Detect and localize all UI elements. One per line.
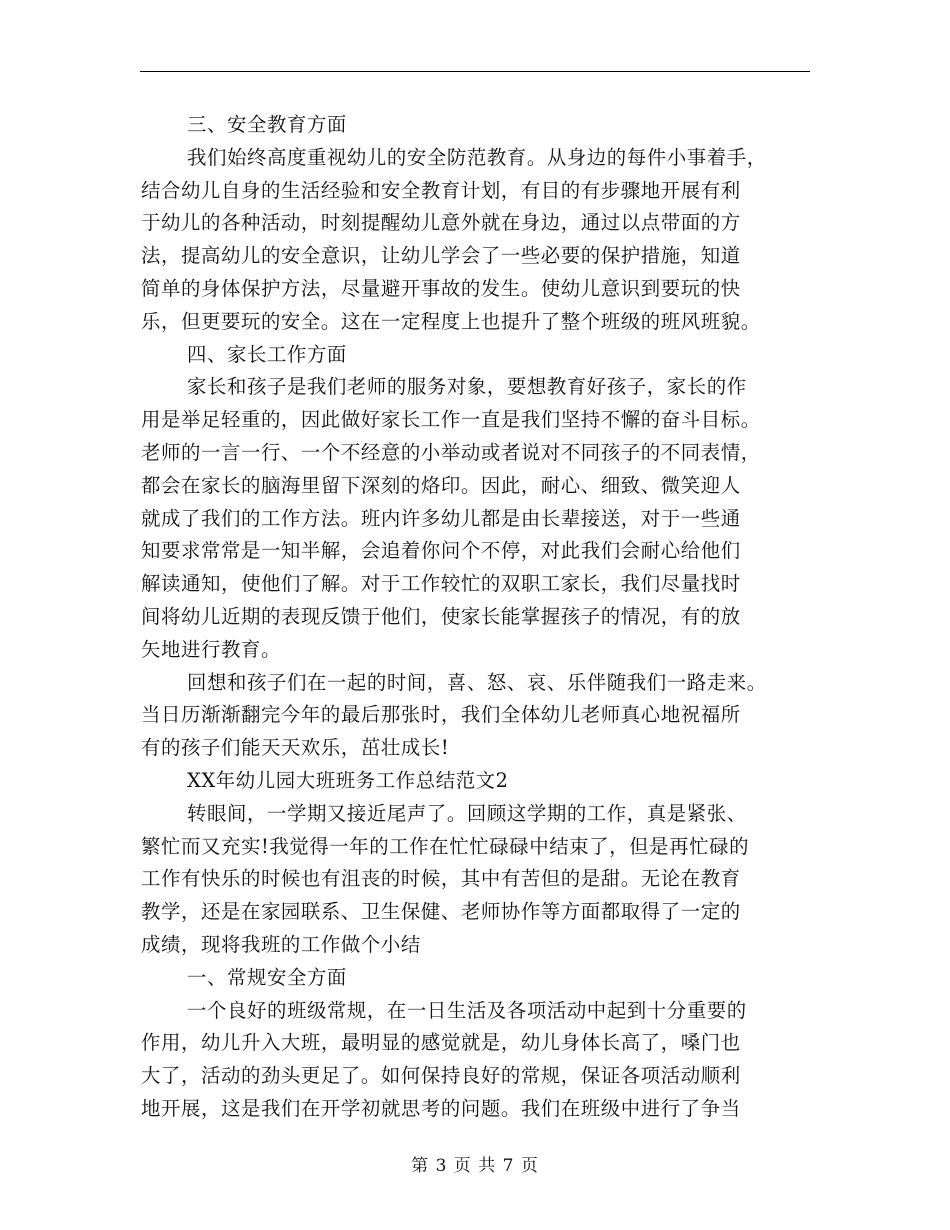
text-line: 有的孩子们能天天欢乐，茁壮成长! xyxy=(141,736,450,760)
text-line: 一、常规安全方面 xyxy=(187,965,347,989)
text-line: 知要求常常是一知半解，会追着你问个不停，对此我们会耐心给他们 xyxy=(141,539,741,563)
text-line: 四、家长工作方面 xyxy=(187,342,347,366)
text-line: 三、安全教育方面 xyxy=(187,113,347,136)
text-line: 法，提高幼儿的安全意识，让幼儿学会了一些必要的保护措施，知道 xyxy=(141,244,741,268)
text-line: XX年幼儿园大班班务工作总结范文2 xyxy=(187,768,509,792)
text-line: 都会在家长的脑海里留下深刻的烙印。因此，耐心、细致、微笑迎人 xyxy=(141,473,741,497)
text-line: 作用，幼儿升入大班，最明显的感觉就是，幼儿身体长高了，嗓门也 xyxy=(141,1031,741,1055)
page-footer: 第 3 页 共 7 页 xyxy=(411,1156,539,1176)
text-line: 就成了我们的工作方法。班内许多幼儿都是由长辈接送，对于一些通 xyxy=(141,506,741,530)
text-line: 矢地进行教育。 xyxy=(141,637,281,661)
text-line: 繁忙而又充实!我觉得一年的工作在忙忙碌碌中结束了，但是再忙碌的 xyxy=(141,834,750,858)
text-line: 成绩，现将我班的工作做个小结 xyxy=(141,932,421,956)
text-line: 于幼儿的各种活动，时刻提醒幼儿意外就在身边，通过以点带面的方 xyxy=(141,211,741,235)
text-line: 解读通知，使他们了解。对于工作较忙的双职工家长，我们尽量找时 xyxy=(141,572,741,596)
text-line: 大了，活动的劲头更足了。如何保持良好的常规，保证各项活动顺利 xyxy=(141,1064,741,1088)
text-line: 转眼间，一学期又接近尾声了。回顾这学期的工作，真是紧张、 xyxy=(187,801,747,825)
header-rule xyxy=(140,71,810,72)
text-line: 一个良好的班级常规，在一日生活及各项活动中起到十分重要的 xyxy=(187,998,747,1022)
text-line: 我们始终高度重视幼儿的安全防范教育。从身边的每件小事着手， xyxy=(187,145,767,169)
text-line: 教学，还是在家园联系、卫生保健、老师协作等方面都取得了一定的 xyxy=(141,900,741,924)
text-line: 简单的身体保护方法，尽量避开事故的发生。使幼儿意识到要玩的快 xyxy=(141,276,741,300)
text-line: 老师的一言一行、一个不经意的小举动或者说对不同孩子的不同表情， xyxy=(141,440,761,464)
text-line: 结合幼儿自身的生活经验和安全教育计划，有目的有步骤地开展有利 xyxy=(141,178,741,202)
text-line: 间将幼儿近期的表现反馈于他们，使家长能掌握孩子的情况，有的放 xyxy=(141,604,741,628)
document-body xyxy=(141,109,813,1126)
text-line: 回想和孩子们在一起的时间，喜、怒、哀、乐伴随我们一路走来。 xyxy=(187,670,767,694)
text-line: 工作有快乐的时候也有沮丧的时候，其中有苦但的是甜。无论在教育 xyxy=(141,867,741,891)
text-line: 用是举足轻重的，因此做好家长工作一直是我们坚持不懈的奋斗目标。 xyxy=(141,408,761,432)
text-line: 乐，但更要玩的安全。这在一定程度上也提升了整个班级的班风班貌。 xyxy=(141,309,761,333)
text-line: 家长和孩子是我们老师的服务对象，要想教育好孩子，家长的作 xyxy=(187,375,747,399)
text-line: 地开展，这是我们在开学初就思考的问题。我们在班级中进行了争当 xyxy=(141,1096,741,1120)
text-line: 当日历渐渐翻完今年的最后那张时，我们全体幼儿老师真心地祝福所 xyxy=(141,703,741,727)
